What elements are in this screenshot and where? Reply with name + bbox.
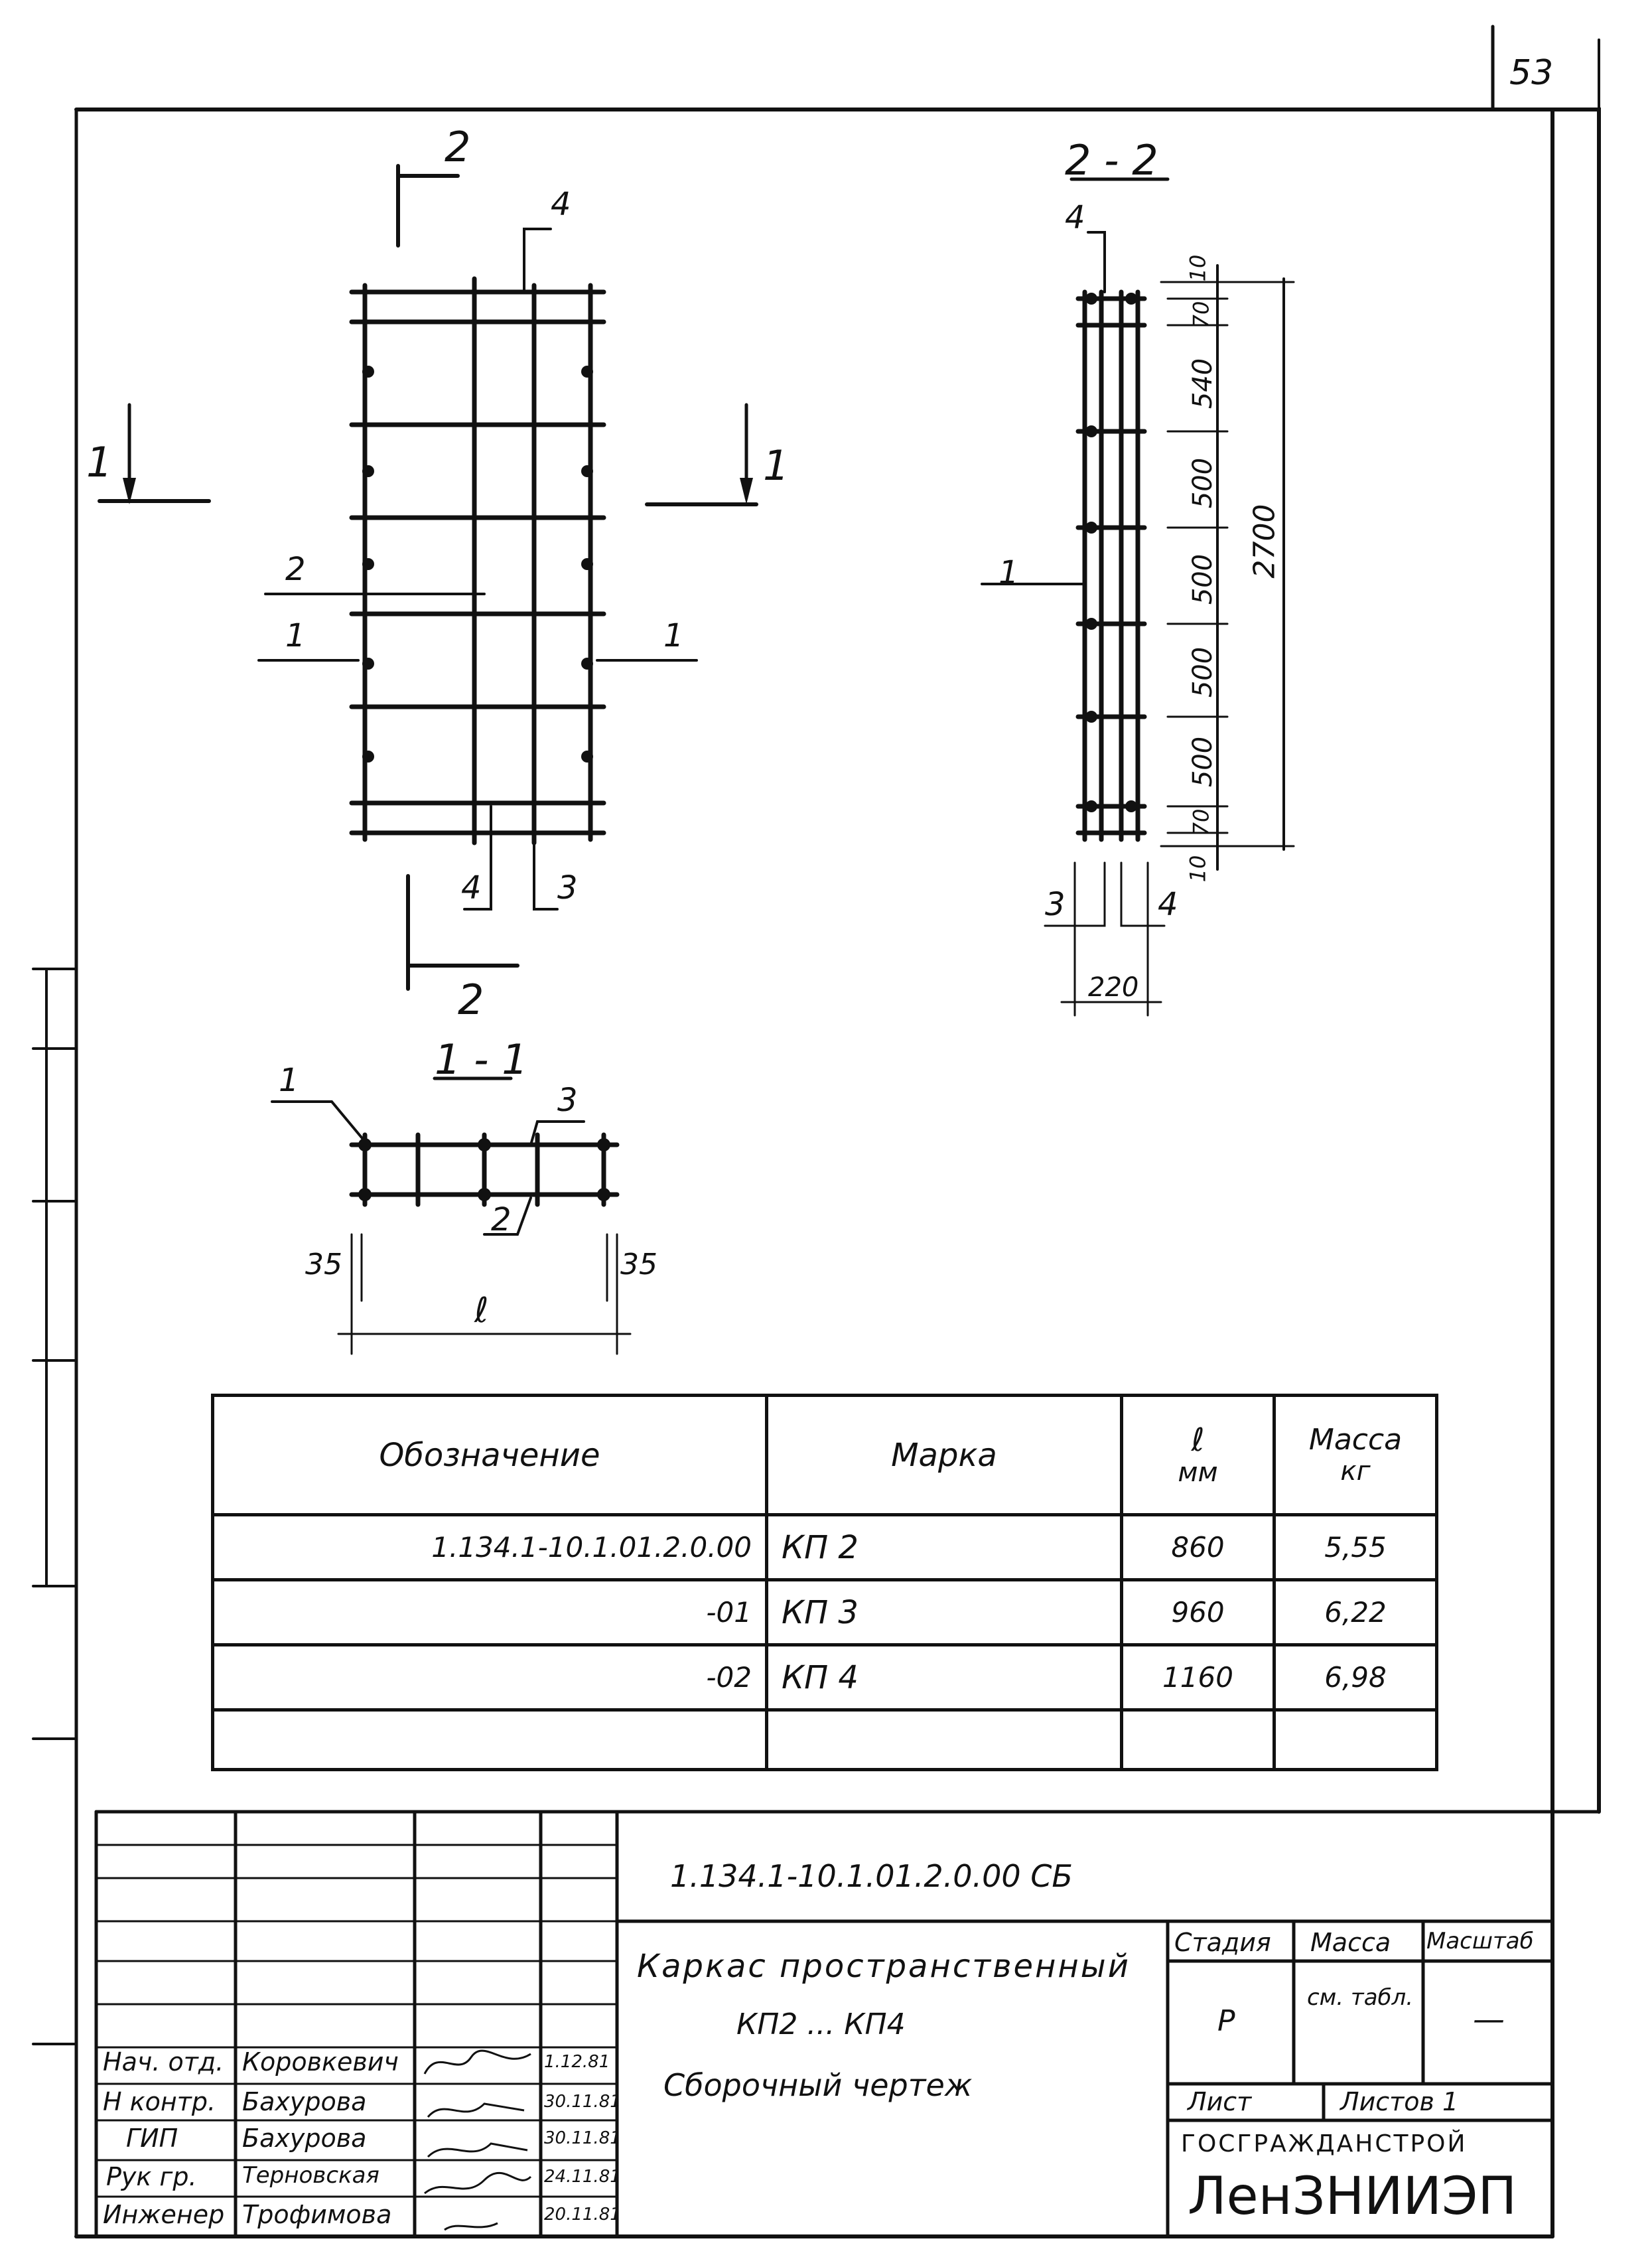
spec-header-row <box>213 1396 1437 1515</box>
callout-1-side: 1 <box>998 554 1019 591</box>
dim-540: 540 <box>1188 358 1219 409</box>
specification-table <box>211 1394 1438 1771</box>
org-line-1: ГОСГРАЖДАНСТРОЙ <box>1181 2130 1468 2157</box>
staff-date: 30.11.81 <box>544 2092 621 2112</box>
dim-70-top: 70 <box>1188 301 1214 329</box>
scale-label: Масштаб <box>1426 1928 1534 1954</box>
staff-date: 30.11.81 <box>544 2128 621 2148</box>
signatures-image <box>418 2044 537 2236</box>
callout-2-section: 2 <box>491 1201 512 1238</box>
staff-name: Терновская <box>242 2162 379 2189</box>
row-designation: -02 <box>706 1661 752 1694</box>
row-designation: -01 <box>706 1596 752 1629</box>
header-length-unit: мм <box>1178 1457 1218 1488</box>
callout-4-side: 4 <box>1065 199 1085 236</box>
document-code: 1.134.1-10.1.01.2.0.00 СБ <box>670 1858 1073 1894</box>
dim-500-d: 500 <box>1188 736 1219 788</box>
staff-date: 24.11.81 <box>544 2167 621 2187</box>
header-length: ℓ <box>1191 1422 1205 1459</box>
dim-35-left: 35 <box>305 1248 342 1281</box>
dim-500-a: 500 <box>1188 457 1219 509</box>
dim-10-top: 10 <box>1185 254 1211 282</box>
dim-35-right: 35 <box>620 1248 657 1281</box>
callout-3-side: 3 <box>1045 886 1066 923</box>
mass-value: см. табл. <box>1306 1984 1414 2011</box>
row-mass: 6,22 <box>1324 1596 1387 1629</box>
callout-4-top: 4 <box>551 186 571 223</box>
staff-role: Инженер <box>103 2200 225 2229</box>
callout-3-bottom: 3 <box>557 869 578 907</box>
callout-2-front: 2 <box>285 551 306 588</box>
row-mark: КП 3 <box>782 1593 859 1631</box>
scale-value: — <box>1473 2001 1505 2038</box>
dim-2700: 2700 <box>1247 504 1282 579</box>
section-2-2-title: 2 - 2 <box>1065 136 1158 184</box>
section-2-bottom-label: 2 <box>458 976 484 1024</box>
row-mass: 5,55 <box>1324 1531 1387 1564</box>
header-mass-unit: кг <box>1340 1455 1371 1487</box>
title-line-3: Сборочный чертеж <box>663 2067 973 2103</box>
callout-3-section: 3 <box>557 1082 578 1119</box>
stage-label: Стадия <box>1174 1928 1271 1957</box>
callout-1-right: 1 <box>663 617 684 654</box>
section-1-right-label: 1 <box>763 441 790 490</box>
header-mass: Масса <box>1308 1423 1403 1457</box>
dim-220: 220 <box>1088 972 1139 1003</box>
stage-value: Р <box>1217 2004 1235 2038</box>
staff-date: 20.11.81 <box>544 2205 621 2225</box>
staff-name: Трофимова <box>242 2200 392 2229</box>
callout-1-section: 1 <box>279 1062 299 1099</box>
staff-role: Рук гр. <box>106 2162 197 2191</box>
row-length: 860 <box>1171 1531 1225 1564</box>
section-2-top-label: 2 <box>445 123 471 171</box>
dim-10-bottom: 10 <box>1185 855 1211 883</box>
callout-4-side-bottom: 4 <box>1158 886 1178 923</box>
dim-length-symbol: ℓ <box>474 1291 489 1331</box>
row-mark: КП 4 <box>782 1658 859 1696</box>
callout-4-bottom: 4 <box>461 869 482 907</box>
staff-name: Коровкевич <box>242 2047 399 2077</box>
sheets-label: Листов 1 <box>1340 2087 1459 2116</box>
header-designation: Обозначение <box>379 1436 600 1474</box>
row-length: 1160 <box>1162 1661 1233 1694</box>
section-1-left-label: 1 <box>86 438 113 486</box>
staff-date: 1.12.81 <box>544 2052 610 2072</box>
row-designation: 1.134.1-10.1.01.2.0.00 <box>431 1531 752 1564</box>
table-row <box>213 1515 1437 1580</box>
staff-role: Н контр. <box>103 2087 216 2116</box>
table-row-empty <box>213 1710 1437 1770</box>
dim-500-c: 500 <box>1188 646 1219 698</box>
staff-name: Бахурова <box>242 2087 367 2116</box>
mass-label: Масса <box>1310 1928 1391 1957</box>
table-row <box>213 1580 1437 1645</box>
row-mark: КП 2 <box>782 1528 859 1566</box>
sheet-label: Лист <box>1188 2087 1252 2116</box>
row-length: 960 <box>1171 1596 1225 1629</box>
staff-role: Нач. отд. <box>103 2047 224 2077</box>
title-line-1: Каркас пространственный <box>637 1948 1131 1985</box>
dim-500-b: 500 <box>1188 553 1219 605</box>
staff-name: Бахурова <box>242 2124 367 2153</box>
sheet-number: 53 <box>1509 53 1554 93</box>
callout-1-left: 1 <box>285 617 306 654</box>
org-line-2: ЛенЗНИИЭП <box>1188 2167 1517 2227</box>
staff-role: ГИП <box>126 2124 178 2153</box>
row-mass: 6,98 <box>1324 1661 1387 1694</box>
header-mark: Марка <box>891 1436 997 1474</box>
table-row <box>213 1645 1437 1710</box>
section-1-1-title: 1 - 1 <box>435 1035 528 1084</box>
dim-70-bottom: 70 <box>1188 808 1214 836</box>
title-line-2: КП2 ... КП4 <box>736 2008 906 2041</box>
